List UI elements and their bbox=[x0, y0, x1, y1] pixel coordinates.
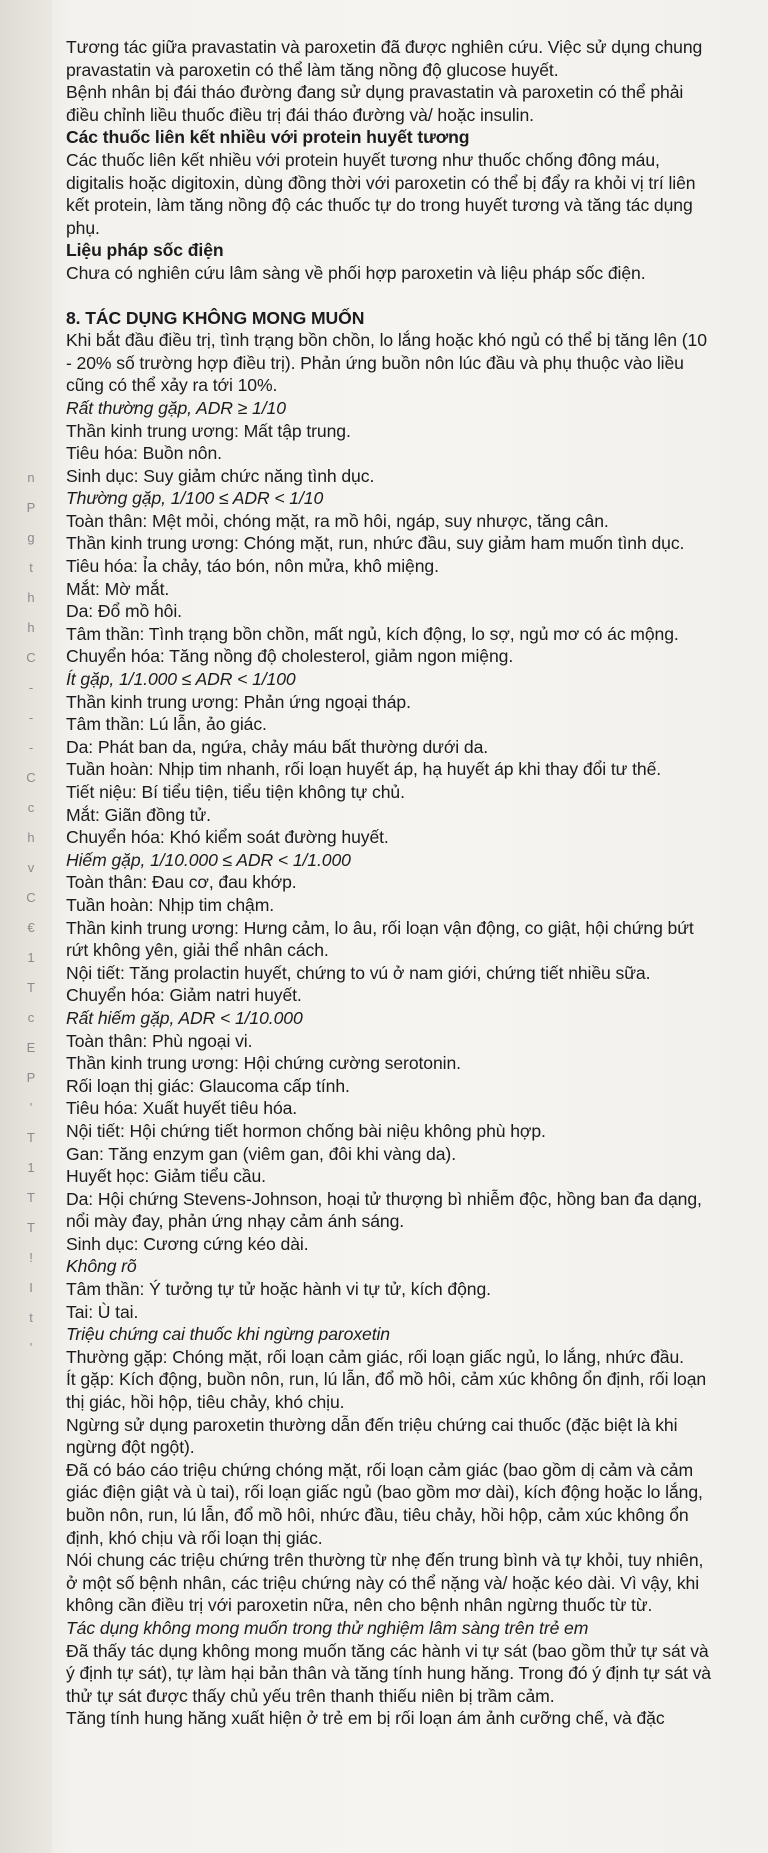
paragraph: Chuyển hóa: Tăng nồng độ cholesterol, giảm ngon miệng. bbox=[66, 646, 514, 667]
paragraph: Tiêu hóa: Buồn nôn. bbox=[66, 443, 222, 464]
left-margin-strip bbox=[0, 0, 52, 1853]
paragraph: Tâm thần: Tình trạng bồn chồn, mất ngủ, kích động, lo sợ, ngủ mơ có ác mộng. bbox=[66, 623, 679, 644]
paragraph: Bệnh nhân bị đái tháo đường đang sử dụng pravastatin và paroxetin có thể phải điều chỉnh liều thuốc điều trị đái tháo đường và/ hoặc insulin. bbox=[66, 82, 684, 125]
paragraph: Tương tác giữa pravastatin và paroxetin đã được nghiên cứu. Việc sử dụng chung pravastatin và paroxetin có thể làm tăng nồng độ glucose huyết. bbox=[66, 37, 703, 80]
paragraph: Tuần hoàn: Nhịp tim nhanh, rối loạn huyết áp, hạ huyết áp khi thay đổi tư thế. bbox=[66, 759, 662, 780]
margin-glyph: - bbox=[28, 680, 34, 695]
paragraph: Tai: Ù tai. bbox=[66, 1301, 139, 1322]
document-text bbox=[66, 36, 716, 1730]
section-heading: 8. TÁC DỤNG KHÔNG MONG MUỐN bbox=[66, 307, 365, 328]
frequency-heading: Rất hiếm gặp, ADR < 1/10.000 bbox=[66, 1007, 303, 1028]
paragraph: Nội tiết: Tăng prolactin huyết, chứng to vú ở nam giới, chứng tiết nhiều sữa. bbox=[66, 962, 651, 983]
paragraph: Đã thấy tác dụng không mong muốn tăng các hành vi tự sát (bao gồm thử tự sát và ý định tự sát), tự làm hại bản thân và tăng tính hung hăng. Trong đó ý định tự sát và thử tự sát được thấy chủ yếu trên thanh thiếu niên bị trầm cảm. bbox=[66, 1640, 711, 1706]
paragraph: Thần kinh trung ương: Hội chứng cường serotonin. bbox=[66, 1053, 461, 1074]
paragraph: Ít gặp: Kích động, buồn nôn, run, lú lẫn, đổ mồ hôi, cảm xúc không ổn định, rối loạn thị giác, hồi hộp, tiêu chảy, khó chịu. bbox=[66, 1369, 707, 1413]
paragraph: Rối loạn thị giác: Glaucoma cấp tính. bbox=[66, 1075, 350, 1096]
paragraph: Tâm thần: Ý tưởng tự tử hoặc hành vi tự tử, kích động. bbox=[66, 1279, 491, 1300]
frequency-heading: Tác dụng không mong muốn trong thử nghiệm lâm sàng trên trẻ em bbox=[66, 1617, 589, 1638]
margin-glyph: 1 bbox=[27, 950, 35, 965]
paragraph: Thường gặp: Chóng mặt, rối loạn cảm giác, rối loạn giấc ngủ, lo lắng, nhức đầu. bbox=[66, 1346, 684, 1367]
paragraph: Sinh dục: Suy giảm chức năng tình dục. bbox=[66, 465, 375, 486]
frequency-heading: Rất thường gặp, ADR ≥ 1/10 bbox=[66, 397, 286, 418]
frequency-heading: Thường gặp, 1/100 ≤ ADR < 1/10 bbox=[66, 488, 324, 509]
paragraph: Da: Phát ban da, ngứa, chảy máu bất thường dưới da. bbox=[66, 736, 489, 757]
margin-glyph: ' bbox=[29, 1340, 33, 1355]
margin-glyph: v bbox=[27, 860, 35, 875]
margin-glyph: T bbox=[27, 1190, 35, 1205]
paragraph: Mắt: Giãn đồng tử. bbox=[66, 804, 211, 825]
frequency-heading: Ít gặp, 1/1.000 ≤ ADR < 1/100 bbox=[66, 669, 296, 690]
margin-glyph: t bbox=[29, 1310, 33, 1325]
margin-glyph: t bbox=[29, 560, 33, 575]
margin-glyph: C bbox=[26, 650, 36, 665]
margin-glyph: n bbox=[27, 470, 35, 485]
margin-glyph: P bbox=[26, 1070, 36, 1085]
margin-glyph: g bbox=[27, 530, 35, 545]
paragraph: Chưa có nghiên cứu lâm sàng về phối hợp paroxetin và liệu pháp sốc điện. bbox=[66, 262, 646, 283]
paragraph: Thần kinh trung ương: Phản ứng ngoại tháp. bbox=[66, 691, 411, 712]
paragraph: Nội tiết: Hội chứng tiết hormon chống bài niệu không phù hợp. bbox=[66, 1120, 546, 1141]
paragraph: Huyết học: Giảm tiểu cầu. bbox=[66, 1166, 266, 1187]
paragraph: Ngừng sử dụng paroxetin thường dẫn đến triệu chứng cai thuốc (đặc biệt là khi ngừng đột ngột). bbox=[66, 1414, 678, 1458]
margin-glyph: 1 bbox=[27, 1160, 35, 1175]
paragraph: Khi bắt đầu điều trị, tình trạng bồn chồn, lo lắng hoặc khó ngủ có thể bị tăng lên (10 - 20% số trường hợp điều trị). Phản ứng buồn nôn lúc đầu và phụ thuộc vào liều cũng có thể xảy ra tới 10%. bbox=[66, 330, 707, 396]
paragraph: Tăng tính hung hăng xuất hiện ở trẻ em bị rối loạn ám ảnh cưỡng chế, và đặc bbox=[66, 1708, 665, 1729]
paragraph: Chuyển hóa: Giảm natri huyết. bbox=[66, 985, 302, 1006]
margin-glyph: C bbox=[26, 890, 36, 905]
paragraph: Toàn thân: Mệt mỏi, chóng mặt, ra mồ hôi, ngáp, suy nhược, tăng cân. bbox=[66, 510, 609, 531]
margin-glyph: - bbox=[28, 740, 34, 755]
margin-glyph: I bbox=[29, 1280, 33, 1295]
paragraph: Các thuốc liên kết nhiều với protein huyết tương như thuốc chống đông máu, digitalis hoặc digitoxin, dùng đồng thời với paroxetin có thể bị đẩy ra khỏi vị trí liên kết protein, làm tăng nồng độ các thuốc tự do trong huyết tương và tăng tác dụng phụ. bbox=[66, 149, 696, 238]
margin-glyph: ! bbox=[29, 1250, 33, 1265]
margin-glyph: c bbox=[27, 1010, 35, 1025]
margin-glyph: E bbox=[26, 1040, 36, 1055]
paragraph: Sinh dục: Cương cứng kéo dài. bbox=[66, 1233, 309, 1254]
paragraph: Toàn thân: Đau cơ, đau khớp. bbox=[66, 872, 297, 893]
paragraph: Tâm thần: Lú lẫn, ảo giác. bbox=[66, 714, 267, 735]
frequency-heading: Triệu chứng cai thuốc khi ngừng paroxetin bbox=[66, 1324, 390, 1345]
paragraph: Tiết niệu: Bí tiểu tiện, tiểu tiện không tự chủ. bbox=[66, 782, 405, 802]
paragraph: Mắt: Mờ mắt. bbox=[66, 578, 170, 599]
margin-glyph: T bbox=[27, 1220, 35, 1235]
paragraph: Gan: Tăng enzym gan (viêm gan, đôi khi vàng da). bbox=[66, 1143, 456, 1164]
margin-glyph: € bbox=[27, 920, 35, 935]
paragraph: Nói chung các triệu chứng trên thường từ nhẹ đến trung bình và tự khỏi, tuy nhiên, ở một số bệnh nhân, các triệu chứng này có thể nặng và/ hoặc kéo dài. Vì vậy, khi không cần điều trị với paroxetin nữa, nên cho bệnh nhân ngừng thuốc từ từ. bbox=[66, 1550, 704, 1616]
margin-glyph: h bbox=[27, 620, 35, 635]
paragraph: Thần kinh trung ương: Hưng cảm, lo âu, rối loạn vận động, co giật, hội chứng bứt rứt không yên, giải thể nhân cách. bbox=[66, 917, 694, 961]
frequency-heading: Hiếm gặp, 1/10.000 ≤ ADR < 1/1.000 bbox=[66, 849, 351, 870]
paragraph: Tiêu hóa: Ỉa chảy, táo bón, nôn mửa, khô miệng. bbox=[66, 556, 439, 577]
subheading: Các thuốc liên kết nhiều với protein huyết tương bbox=[66, 127, 470, 148]
margin-glyph: C bbox=[26, 770, 36, 785]
margin-glyph: ' bbox=[29, 1100, 33, 1115]
margin-glyph: P bbox=[26, 500, 36, 515]
margin-bleed-through bbox=[20, 470, 42, 1355]
margin-glyph: T bbox=[27, 1130, 35, 1145]
paragraph: Tuần hoàn: Nhịp tim chậm. bbox=[66, 894, 275, 915]
margin-glyph: h bbox=[27, 830, 35, 845]
frequency-heading: Không rõ bbox=[66, 1256, 137, 1277]
paragraph: Da: Đổ mồ hôi. bbox=[66, 601, 182, 622]
paragraph: Toàn thân: Phù ngoại vi. bbox=[66, 1030, 253, 1051]
paragraph: Thần kinh trung ương: Mất tập trung. bbox=[66, 420, 351, 441]
margin-glyph: c bbox=[27, 800, 35, 815]
paragraph: Đã có báo cáo triệu chứng chóng mặt, rối loạn cảm giác (bao gồm dị cảm và cảm giác điện giật và ù tai), rối loạn giấc ngủ (bao gồm mơ dài), kích động hoặc lo lắng, buồn nôn, run, lú lẫn, đổ mồ hôi, nhức đầu, tiêu chảy, hồi hộp, cảm xúc không ổn định, khó chịu và rối loạn thị giác. bbox=[66, 1459, 703, 1548]
margin-glyph: - bbox=[28, 710, 34, 725]
paragraph: Thần kinh trung ương: Chóng mặt, run, nhức đầu, suy giảm ham muốn tình dục. bbox=[66, 533, 685, 554]
margin-glyph: T bbox=[27, 980, 35, 995]
paragraph: Da: Hội chứng Stevens-Johnson, hoại tử thượng bì nhiễm độc, hồng ban đa dạng, nổi mày đay, phản ứng nhạy cảm ánh sáng. bbox=[66, 1188, 702, 1232]
paragraph: Tiêu hóa: Xuất huyết tiêu hóa. bbox=[66, 1098, 298, 1119]
subheading: Liệu pháp sốc điện bbox=[66, 240, 224, 261]
margin-glyph: h bbox=[27, 590, 35, 605]
paragraph: Chuyển hóa: Khó kiểm soát đường huyết. bbox=[66, 827, 389, 848]
